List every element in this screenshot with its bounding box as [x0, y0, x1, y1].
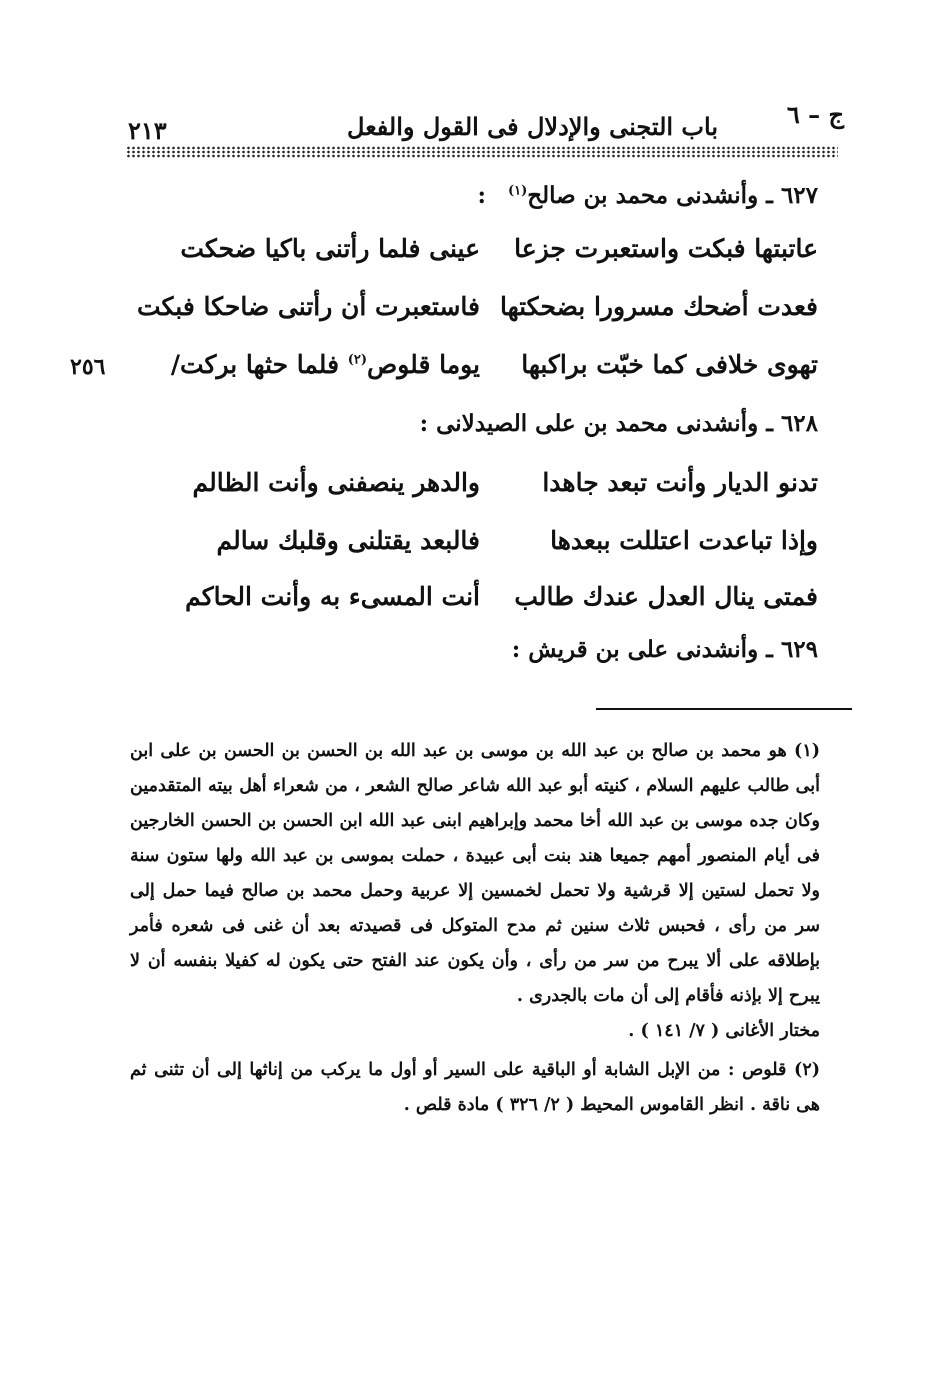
poem1-verse3-second-b: فلما حثها بركت/ — [170, 350, 348, 379]
poem2-verse2-first: وإذا تباعدت اعتللت ببعدها — [550, 526, 818, 555]
poem1-verse3-second — [150, 350, 480, 379]
poem1-verse3-first: تهوى خلافى كما خبّت براكبها — [521, 350, 818, 379]
poem2-verse1-first: تدنو الديار وأنت تبعد جاهدا — [542, 468, 818, 497]
footnote-1: (١) هو محمد بن صالح بن عبد الله بن موسى بن عبد الله بن الحسن بن الحسن بن على ابن أبى طالب عليهم السلام ، كنيته أبو عبد الله شاعر صالح الشعر ، من شعراء أهل بيته المتقدمين وكان جده موسى بن عبد الله أخا محمد وإبراهيم ابنى عبد الله ابن الحسن بن الحسن الخارجين فى أيام المنصور أمهم جميعا هند بنت أبى عبيدة ، حملت بموسى بن عبد الله ولها ستون سنة ولا تحمل لستين إلا قرشية ولا تحمل لخمسين إلا عربية وحمل محمد بن صالح فيما حمل إلى سر من رأى ، فحبس ثلاث سنين ثم مدح المتوكل فى قصيدته بعد أن غنى فى شعره فأمر بإطلاقه على ألا يبرح من سر من رأى ، وأن يكون عند الفتح حتى يكون له كفيلا بنفسه أن لا يبرح إلا بإذنه فأقام إلى أن مات بالجدرى . — [130, 741, 820, 1006]
running-title: باب التجنى والإدلال فى القول والفعل — [347, 112, 718, 141]
footnote-ref-1: (١) — [507, 183, 528, 199]
poem2-verse1-second: والدهر ينصفنى وأنت الظالم — [192, 468, 480, 497]
poem1-verse2-second: فاستعبرت أن رأتنى ضاحكا فبكت — [136, 292, 480, 321]
entry-628-intro: ٦٢٨ ـ وأنشدنى محمد بن على الصيدلانى : — [419, 410, 818, 437]
footnote-2: (٢) قلوص : من الإبل الشابة أو الباقية على السير أو أول ما يركب من إناثها إلى أن تثنى ثم هى ناقة . انظر القاموس المحيط ( ٢/ ٣٢٦ ) مادة قلص . — [130, 1060, 820, 1115]
poem1-verse1-second: عينى فلما رأتنى باكيا ضحكت — [180, 234, 480, 263]
entry-627-colon: : — [477, 182, 486, 209]
footnote-ref-2: (٢) — [347, 352, 368, 368]
volume-label: ج – ٦ — [786, 100, 844, 129]
entry-627-text: ٦٢٧ ـ وأنشدنى محمد بن صالح — [527, 182, 818, 209]
entry-627-intro — [477, 182, 818, 209]
poem1-verse2-first: فعدت أضحك مسرورا بضحكتها — [499, 292, 818, 321]
entry-629-intro: ٦٢٩ ـ وأنشدنى على بن قريش : — [511, 636, 818, 663]
header-rule — [126, 146, 838, 158]
page-number: ٢١٣ — [128, 116, 167, 145]
poem1-verse1-first: عاتبتها فبكت واستعبرت جزعا — [514, 234, 818, 263]
poem2-verse3-second: أنت المسىء به وأنت الحاكم — [185, 582, 480, 611]
footnote-separator — [596, 708, 852, 710]
footnote-1-source: مختار الأغانى ( ٧/ ١٤١ ) . — [628, 1021, 820, 1041]
poem2-verse3-first: فمتى ينال العدل عندك طالب — [514, 582, 818, 611]
poem1-verse3-second-a: يوما قلوص — [367, 350, 480, 379]
poem2-verse2-second: فالبعد يقتلنى وقلبك سالم — [216, 526, 480, 555]
margin-page-number: ٢٥٦ — [70, 354, 106, 380]
footnotes-block — [130, 734, 820, 1123]
